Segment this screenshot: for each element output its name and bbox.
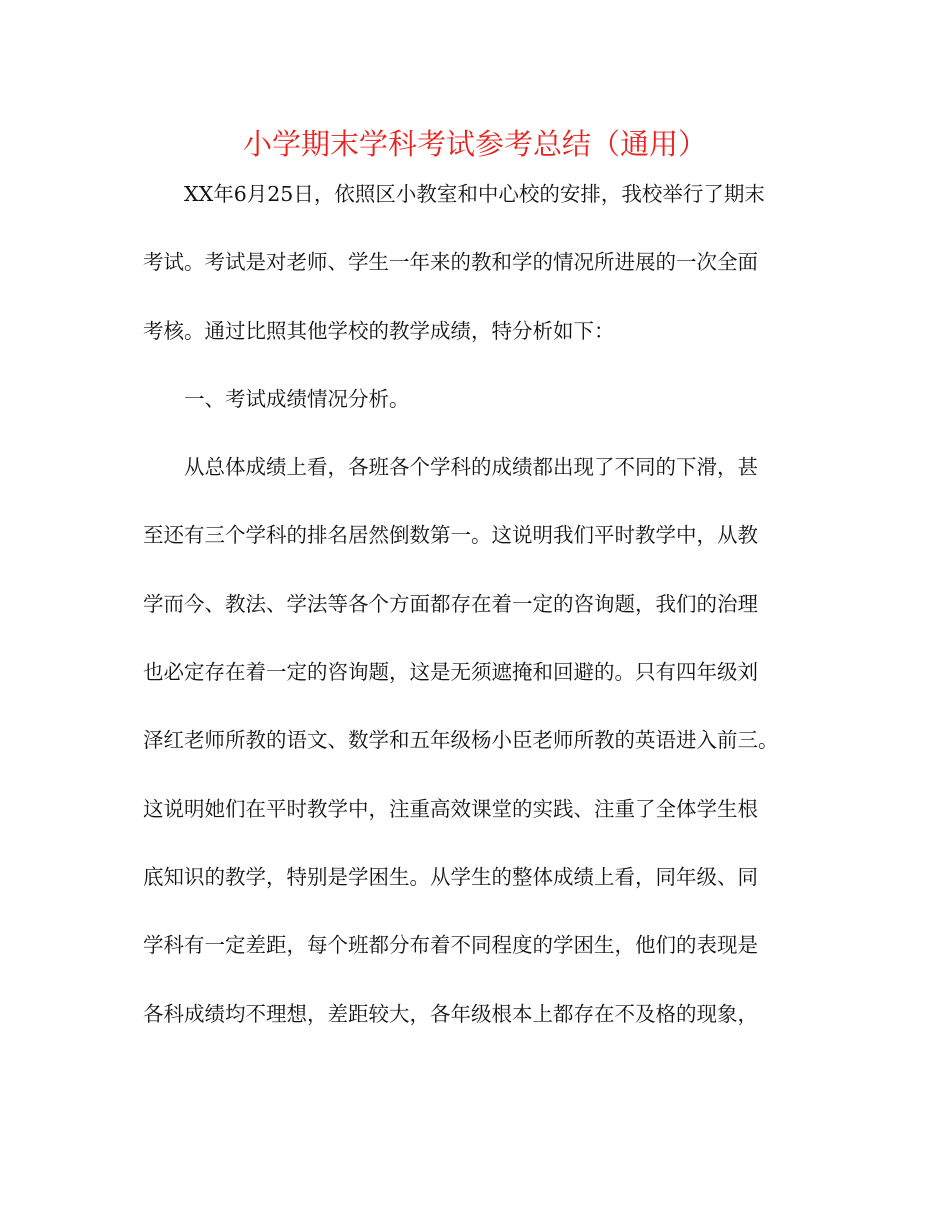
paragraph-line: 也必定存在着一定的咨询题，这是无须遮掩和回避的。只有四年级刘 [143, 660, 758, 685]
paragraph-line: 各科成绩均不理想，差距较大，各年级根本上都存在不及格的现象， [143, 1001, 758, 1026]
paragraph-line: XX年6月25日，依照区小教室和中心校的安排，我校举行了期末 [184, 182, 765, 206]
paragraph-line: 考核。通过比照其他学校的教学成绩，特分析如下： [143, 318, 615, 343]
paragraph-line: 泽红老师所教的语文、数学和五年级杨小臣老师所教的英语进入前三。 [143, 728, 779, 753]
document-body [143, 174, 809, 1035]
paragraph-line: 考试。考试是对老师、学生一年来的教和学的情况所进展的一次全面 [143, 250, 758, 275]
paragraph-line: 从总体成绩上看，各班各个学科的成绩都出现了不同的下滑，甚 [184, 455, 758, 480]
paragraph-line: 至还有三个学科的排名居然倒数第一。这说明我们平时教学中，从教 [143, 523, 758, 548]
paragraph-line: 学而今、教法、学法等各个方面都存在着一定的咨询题，我们的治理 [143, 591, 758, 616]
paragraph-line: 学科有一定差距，每个班都分布着不同程度的学困生，他们的表现是 [143, 933, 758, 958]
section-heading: 一、考试成绩情况分析。 [184, 386, 410, 411]
paragraph-line: 底知识的教学，特别是学困生。从学生的整体成绩上看，同年级、同 [143, 864, 758, 889]
paragraph-line: 这说明她们在平时教学中，注重高效课堂的实践、注重了全体学生根 [143, 796, 758, 821]
document-title: 小学期末学科考试参考总结（通用） [242, 127, 707, 161]
